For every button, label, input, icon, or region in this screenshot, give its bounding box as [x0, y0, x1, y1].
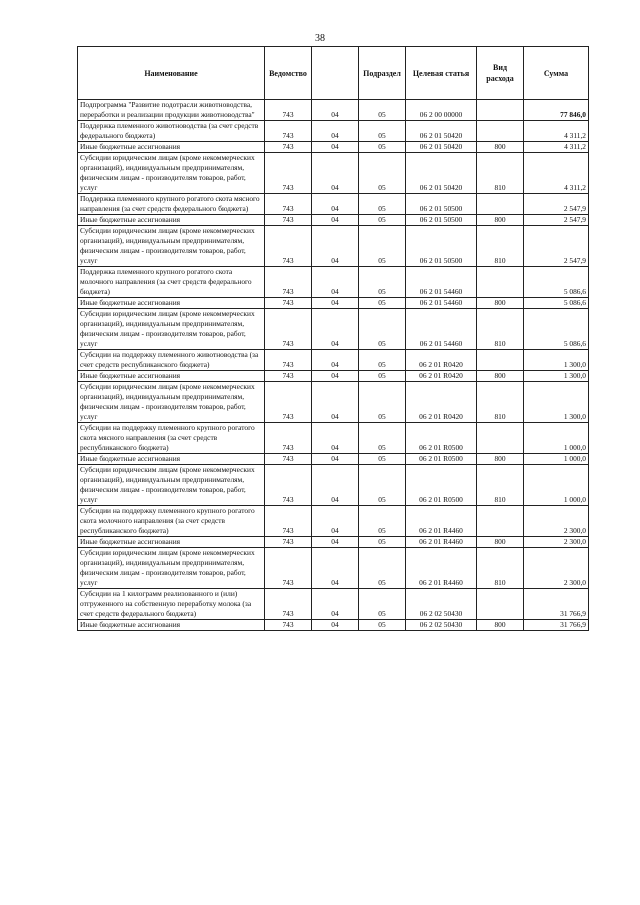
budget-table	[77, 46, 589, 631]
cell-subsection: 05	[359, 620, 406, 631]
cell-name: Субсидии на 1 килограмм реализованного и (или) отгруженного на собственную переработку молока (за счет средств федерального бюджета)	[78, 589, 265, 620]
cell-department: 743	[265, 423, 312, 454]
cell-expense-type	[477, 423, 524, 454]
table-row	[78, 267, 589, 298]
table-row	[78, 121, 589, 142]
cell-subsection: 05	[359, 194, 406, 215]
cell-target-article: 06 2 01 50420	[406, 121, 477, 142]
table-row	[78, 371, 589, 382]
cell-name: Поддержка племенного животноводства (за счет средств федерального бюджета)	[78, 121, 265, 142]
cell-section: 04	[312, 194, 359, 215]
cell-sum: 31 766,9	[524, 620, 589, 631]
cell-expense-type	[477, 267, 524, 298]
table-row	[78, 454, 589, 465]
cell-name: Подпрограмма "Развитие подотрасли животноводства, переработки и реализации продукции животноводства"	[78, 100, 265, 121]
cell-sum: 5 086,6	[524, 298, 589, 309]
table-row	[78, 548, 589, 589]
cell-department: 743	[265, 298, 312, 309]
cell-target-article: 06 2 01 R4460	[406, 506, 477, 537]
cell-sum: 2 300,0	[524, 548, 589, 589]
cell-sum: 1 000,0	[524, 454, 589, 465]
cell-sum: 1 000,0	[524, 465, 589, 506]
cell-target-article: 06 2 01 50500	[406, 215, 477, 226]
cell-section: 04	[312, 548, 359, 589]
cell-expense-type: 800	[477, 298, 524, 309]
cell-subsection: 05	[359, 298, 406, 309]
cell-sum: 31 766,9	[524, 589, 589, 620]
cell-sum: 5 086,6	[524, 267, 589, 298]
table-row	[78, 194, 589, 215]
cell-section: 04	[312, 100, 359, 121]
cell-expense-type: 810	[477, 465, 524, 506]
cell-sum: 1 300,0	[524, 382, 589, 423]
cell-name: Иные бюджетные ассигнования	[78, 620, 265, 631]
cell-department: 743	[265, 226, 312, 267]
cell-target-article: 06 2 01 R0500	[406, 423, 477, 454]
cell-expense-type: 800	[477, 371, 524, 382]
header-name: Наименование	[78, 47, 265, 100]
cell-sum: 2 547,9	[524, 194, 589, 215]
cell-sum: 2 300,0	[524, 537, 589, 548]
cell-name: Субсидии юридическим лицам (кроме некоммерческих организаций), индивидуальным предпринимателям, физическим лицам - производителям товаров, работ, услуг	[78, 309, 265, 350]
cell-sum: 1 300,0	[524, 371, 589, 382]
cell-department: 743	[265, 454, 312, 465]
cell-department: 743	[265, 153, 312, 194]
cell-name: Субсидии на поддержку племенного крупного рогатого скота мясного направления (за счет средств республиканского бюджета)	[78, 423, 265, 454]
cell-expense-type: 810	[477, 153, 524, 194]
cell-target-article: 06 2 01 R0420	[406, 382, 477, 423]
cell-target-article: 06 2 01 50420	[406, 153, 477, 194]
cell-name: Субсидии на поддержку племенного крупного рогатого скота молочного направления (за счет средств республиканского бюджета)	[78, 506, 265, 537]
cell-section: 04	[312, 382, 359, 423]
cell-subsection: 05	[359, 267, 406, 298]
cell-section: 04	[312, 537, 359, 548]
cell-name: Иные бюджетные ассигнования	[78, 215, 265, 226]
cell-target-article: 06 2 01 R0420	[406, 371, 477, 382]
cell-section: 04	[312, 506, 359, 537]
cell-sum: 4 311,2	[524, 153, 589, 194]
header-target-article: Целевая статья	[406, 47, 477, 100]
header-department: Ведомство	[265, 47, 312, 100]
cell-section: 04	[312, 142, 359, 153]
cell-expense-type: 810	[477, 226, 524, 267]
cell-expense-type	[477, 100, 524, 121]
cell-section: 04	[312, 589, 359, 620]
cell-section: 04	[312, 298, 359, 309]
cell-subsection: 05	[359, 121, 406, 142]
cell-expense-type	[477, 350, 524, 371]
header-expense-type: Вид расхода	[477, 47, 524, 100]
cell-expense-type: 810	[477, 382, 524, 423]
cell-section: 04	[312, 423, 359, 454]
cell-expense-type: 800	[477, 537, 524, 548]
cell-department: 743	[265, 371, 312, 382]
cell-name: Субсидии юридическим лицам (кроме некоммерческих организаций), индивидуальным предпринимателям, физическим лицам - производителям товаров, работ, услуг	[78, 153, 265, 194]
cell-sum: 4 311,2	[524, 142, 589, 153]
cell-target-article: 06 2 01 R0420	[406, 350, 477, 371]
cell-subsection: 05	[359, 371, 406, 382]
cell-expense-type: 800	[477, 215, 524, 226]
cell-department: 743	[265, 620, 312, 631]
cell-target-article: 06 2 01 54460	[406, 298, 477, 309]
table-row	[78, 309, 589, 350]
cell-subsection: 05	[359, 153, 406, 194]
cell-subsection: 05	[359, 589, 406, 620]
table-row	[78, 423, 589, 454]
cell-section: 04	[312, 371, 359, 382]
cell-subsection: 05	[359, 100, 406, 121]
cell-target-article: 06 2 01 R4460	[406, 548, 477, 589]
cell-department: 743	[265, 142, 312, 153]
table-row	[78, 215, 589, 226]
cell-subsection: 05	[359, 548, 406, 589]
table-row	[78, 153, 589, 194]
cell-section: 04	[312, 350, 359, 371]
cell-subsection: 05	[359, 309, 406, 350]
cell-department: 743	[265, 506, 312, 537]
cell-sum: 1 000,0	[524, 423, 589, 454]
table-row	[78, 382, 589, 423]
cell-section: 04	[312, 267, 359, 298]
cell-subsection: 05	[359, 142, 406, 153]
cell-target-article: 06 2 01 50500	[406, 194, 477, 215]
page-number: 38	[315, 33, 325, 44]
cell-name: Субсидии юридическим лицам (кроме некоммерческих организаций), индивидуальным предпринимателям, физическим лицам - производителям товаров, работ, услуг	[78, 226, 265, 267]
cell-sum: 5 086,6	[524, 309, 589, 350]
cell-subsection: 05	[359, 350, 406, 371]
cell-section: 04	[312, 215, 359, 226]
cell-target-article: 06 2 01 50420	[406, 142, 477, 153]
cell-name: Субсидии юридическим лицам (кроме некоммерческих организаций), индивидуальным предпринимателям, физическим лицам - производителям товаров, работ, услуг	[78, 548, 265, 589]
cell-target-article: 06 2 01 R4460	[406, 537, 477, 548]
cell-section: 04	[312, 153, 359, 194]
cell-department: 743	[265, 121, 312, 142]
cell-target-article: 06 2 01 54460	[406, 267, 477, 298]
cell-expense-type: 810	[477, 548, 524, 589]
cell-department: 743	[265, 548, 312, 589]
table-row	[78, 465, 589, 506]
cell-target-article: 06 2 01 50500	[406, 226, 477, 267]
header-row	[78, 47, 589, 100]
cell-department: 743	[265, 215, 312, 226]
table-row	[78, 142, 589, 153]
cell-subsection: 05	[359, 465, 406, 506]
cell-department: 743	[265, 589, 312, 620]
cell-section: 04	[312, 226, 359, 267]
cell-subsection: 05	[359, 506, 406, 537]
cell-section: 04	[312, 121, 359, 142]
cell-department: 743	[265, 267, 312, 298]
cell-name: Поддержка племенного крупного рогатого скота мясного направления (за счет средств федерального бюджета)	[78, 194, 265, 215]
cell-name: Иные бюджетные ассигнования	[78, 298, 265, 309]
table-row	[78, 226, 589, 267]
cell-sum: 2 547,9	[524, 226, 589, 267]
cell-target-article: 06 2 01 54460	[406, 309, 477, 350]
cell-name: Иные бюджетные ассигнования	[78, 142, 265, 153]
cell-subsection: 05	[359, 382, 406, 423]
cell-department: 743	[265, 350, 312, 371]
cell-name: Иные бюджетные ассигнования	[78, 537, 265, 548]
cell-subsection: 05	[359, 537, 406, 548]
header-sum: Сумма	[524, 47, 589, 100]
cell-target-article: 06 2 02 50430	[406, 620, 477, 631]
cell-section: 04	[312, 620, 359, 631]
cell-sum: 2 300,0	[524, 506, 589, 537]
cell-name: Иные бюджетные ассигнования	[78, 454, 265, 465]
cell-expense-type	[477, 506, 524, 537]
cell-target-article: 06 2 00 00000	[406, 100, 477, 121]
cell-target-article: 06 2 01 R0500	[406, 465, 477, 506]
table-row	[78, 589, 589, 620]
cell-sum: 4 311,2	[524, 121, 589, 142]
cell-expense-type	[477, 121, 524, 142]
cell-subsection: 05	[359, 226, 406, 267]
cell-sum: 2 547,9	[524, 215, 589, 226]
cell-section: 04	[312, 309, 359, 350]
cell-subsection: 05	[359, 215, 406, 226]
cell-name: Субсидии на поддержку племенного животноводства (за счет средств республиканского бюджета)	[78, 350, 265, 371]
cell-target-article: 06 2 01 R0500	[406, 454, 477, 465]
table-row	[78, 100, 589, 121]
cell-expense-type	[477, 589, 524, 620]
header-subsection: Подраздел	[359, 47, 406, 100]
cell-department: 743	[265, 194, 312, 215]
cell-subsection: 05	[359, 423, 406, 454]
cell-sum: 77 846,0	[524, 100, 589, 121]
cell-expense-type: 800	[477, 454, 524, 465]
cell-department: 743	[265, 382, 312, 423]
cell-section: 04	[312, 454, 359, 465]
table-row	[78, 350, 589, 371]
cell-expense-type	[477, 194, 524, 215]
cell-sum: 1 300,0	[524, 350, 589, 371]
cell-name: Поддержка племенного крупного рогатого скота молочного направления (за счет средств федерального бюджета)	[78, 267, 265, 298]
table-row	[78, 537, 589, 548]
cell-expense-type: 810	[477, 309, 524, 350]
cell-department: 743	[265, 309, 312, 350]
cell-name: Субсидии юридическим лицам (кроме некоммерческих организаций), индивидуальным предпринимателям, физическим лицам - производителям товаров, работ, услуг	[78, 465, 265, 506]
cell-expense-type: 800	[477, 142, 524, 153]
cell-name: Иные бюджетные ассигнования	[78, 371, 265, 382]
cell-department: 743	[265, 100, 312, 121]
cell-name: Субсидии юридическим лицам (кроме некоммерческих организаций), индивидуальным предпринимателям, физическим лицам - производителям товаров, работ, услуг	[78, 382, 265, 423]
cell-department: 743	[265, 537, 312, 548]
table-row	[78, 506, 589, 537]
header-section	[312, 47, 359, 100]
cell-subsection: 05	[359, 454, 406, 465]
table-body	[78, 100, 589, 631]
table-row	[78, 620, 589, 631]
cell-expense-type: 800	[477, 620, 524, 631]
cell-department: 743	[265, 465, 312, 506]
table-row	[78, 298, 589, 309]
cell-target-article: 06 2 02 50430	[406, 589, 477, 620]
cell-section: 04	[312, 465, 359, 506]
